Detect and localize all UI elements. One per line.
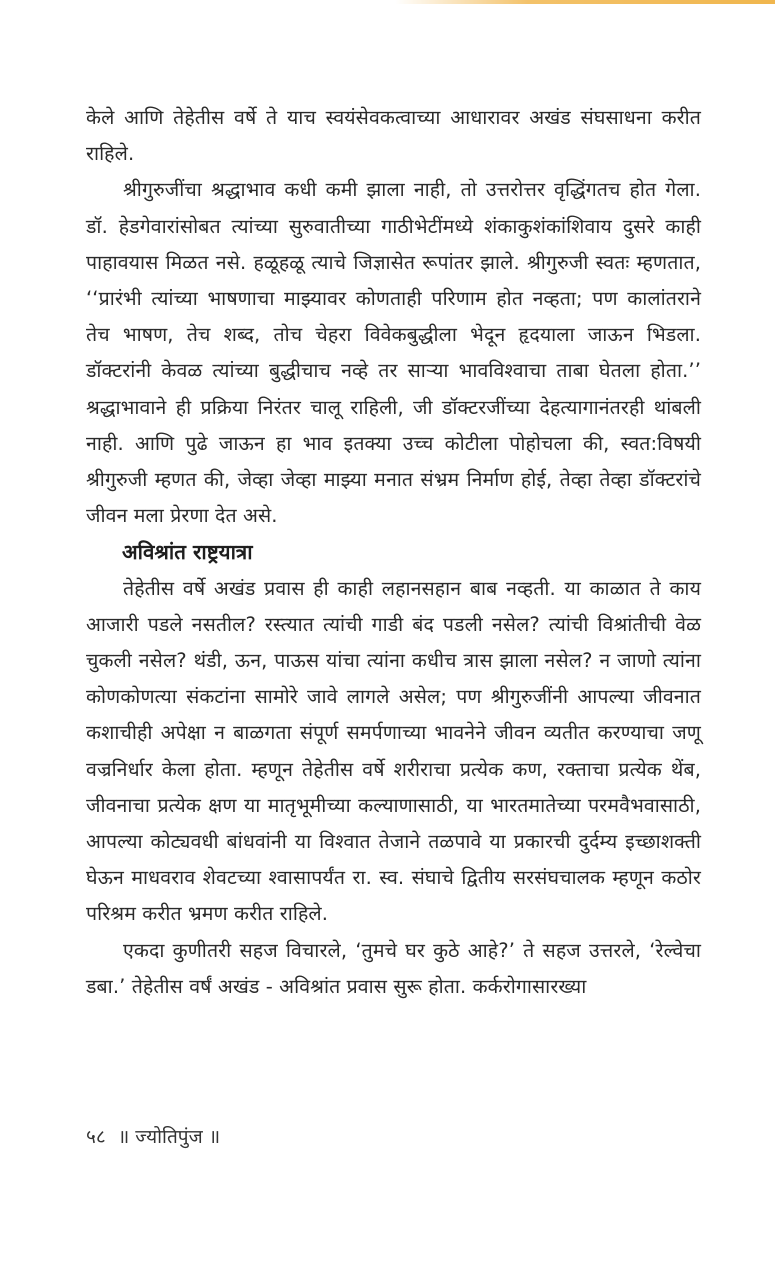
page-number: ५८ <box>86 1126 106 1148</box>
paragraph-railway-coach: एकदा कुणीतरी सहज विचारले, ‘तुमचे घर कुठे आहे?’ ते सहज उत्तरले, ‘रेल्वेचा डबा.’ तेहेतीस वर्षं अखंड - अविश्रांत प्रवास सुरू होता. कर्करोगासारख्या <box>86 938 701 998</box>
top-accent-bar <box>395 0 775 4</box>
paragraph-shraddhabhav: श्रीगुरुजींचा श्रद्धाभाव कधी कमी झाला नाही, तो उत्तरोत्तर वृद्धिंगतच होत गेला. डॉ. हेडगेवारांसोबत त्यांच्या सुरुवातीच्या गाठीभेटींमध्ये शंकाकुशंकांशिवाय दुसरे काही पाहावयास मिळत नसे. हळूहळू त्याचे जिज्ञासेत रूपांतर झाले. श्रीगुरुजी स्वतः म्हणतात, ‘‘प्रारंभी त्यांच्या भाषणाचा माझ्यावर कोणताही परिणाम होत नव्हता; पण कालांतराने तेच भाषण, तेच शब्द, तोच चेहरा विवेकबुद्धीला भेदून हृदयाला जाऊन भिडला. डॉक्टरांनी केवळ त्यांच्या बुद्धीचाच नव्हे तर साऱ्या भावविश्वाचा ताबा घेतला होता.’’ श्रद्धाभावाने ही प्रक्रिया निरंतर चालू राहिली, जी डॉक्टरजींच्या देहत्यागानंतरही थांबली नाही. आणि पुढे जाऊन हा भाव इतक्या उच्च कोटीला पोहोचला की, स्वत:विषयी श्रीगुरुजी म्हणत की, जेव्हा जेव्हा माझ्या मनात संभ्रम निर्माण होई, तेव्हा तेव्हा डॉक्टरांचे जीवन मला प्रेरणा देत असे. <box>86 178 701 528</box>
paragraph-continuation: केले आणि तेहेतीस वर्षे ते याच स्वयंसेवकत्वाच्या आधारावर अखंड संघसाधना करीत राहिले. <box>86 106 701 166</box>
section-heading: अविश्रांत राष्ट्रयात्रा <box>122 540 253 565</box>
page-body <box>86 100 701 1005</box>
book-title: ॥ ज्योतिपुंज ॥ <box>117 1126 221 1148</box>
paragraph-travel: तेहेतीस वर्षे अखंड प्रवास ही काही लहानसहान बाब नव्हती. या काळात ते काय आजारी पडले नसतील? रस्त्यात त्यांची गाडी बंद पडली नसेल? त्यांची विश्रांतीची वेळ चुकली नसेल? थंडी, ऊन, पाऊस यांचा त्यांना कधीच त्रास झाला नसेल? न जाणो त्यांना कोणकोणत्या संकटांना सामोरे जावे लागले असेल; पण श्रीगुरुजींनी आपल्या जीवनात कशाचीही अपेक्षा न बाळगता संपूर्ण समर्पणाच्या भावनेने जीवन व्यतीत करण्याचा जणू वज्रनिर्धार केला होता. म्हणून तेहेतीस वर्षे शरीराचा प्रत्येक कण, रक्ताचा प्रत्येक थेंब, जीवनाचा प्रत्येक क्षण या मातृभूमीच्या कल्याणासाठी, या भारतमातेच्या परमवैभवासाठी, आपल्या कोट्यवधी बांधवांनी या विश्वात तेजाने तळपावे या प्रकारची दुर्दम्य इच्छाशक्ती घेऊन माधवराव शेवटच्या श्वासापर्यंत रा. स्व. संघाचे द्वितीय सरसंघचालक म्हणून कठोर परिश्रम करीत भ्रमण करीत राहिले. <box>86 576 701 926</box>
page-footer <box>86 1123 220 1151</box>
